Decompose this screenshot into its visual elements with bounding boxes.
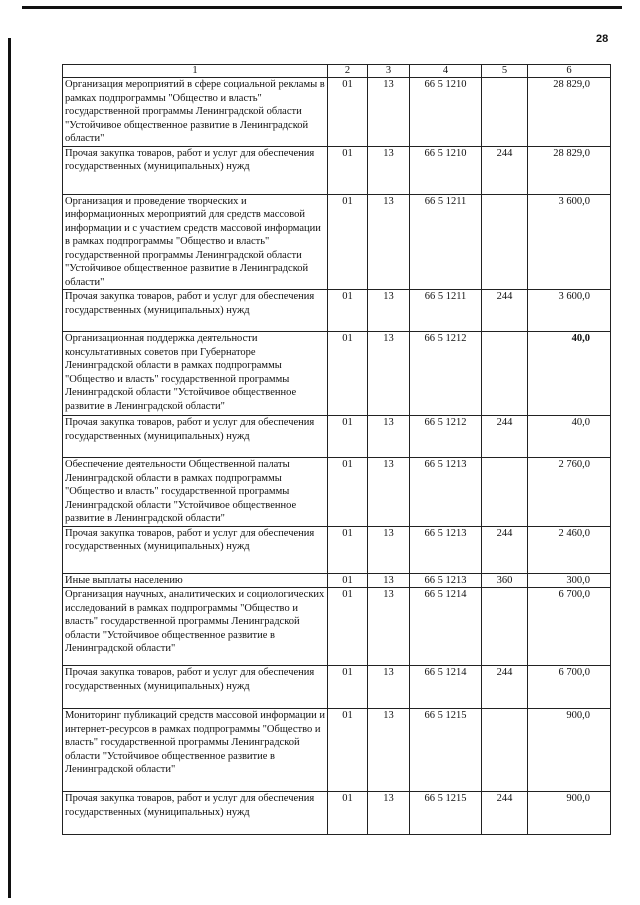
row-amount: 900,0 [528,792,611,835]
row-description: Организация научных, аналитических и социологических исследований в рамках подпрограммы "Общество и власть" государственной программы Ленинградской области "Устойчивое общественное развитие в Ленинградской области" [63,588,328,666]
column-header: 5 [482,65,528,78]
row-subsection: 13 [368,526,410,573]
column-header: 2 [328,65,368,78]
row-subsection: 13 [368,416,410,458]
row-target-article: 66 5 1213 [410,526,482,573]
table-row [63,573,611,588]
row-amount: 2 460,0 [528,526,611,573]
left-border-line [8,38,11,898]
row-amount: 900,0 [528,709,611,792]
row-section: 01 [328,573,368,588]
column-header: 4 [410,65,482,78]
row-expense-type [482,194,528,290]
row-section: 01 [328,146,368,194]
table-row [63,792,611,835]
table-row [63,194,611,290]
table-row [63,666,611,709]
row-amount: 300,0 [528,573,611,588]
row-subsection: 13 [368,588,410,666]
row-description: Прочая закупка товаров, работ и услуг для обеспечения государственных (муниципальных) нужд [63,666,328,709]
row-description: Организация мероприятий в сфере социальной рекламы в рамках подпрограммы "Общество и власть" государственной программы Ленинградской области "Устойчивое общественное развитие в Ленинградской области" [63,78,328,147]
row-expense-type: 360 [482,573,528,588]
table-row [63,416,611,458]
row-target-article: 66 5 1215 [410,792,482,835]
row-expense-type: 244 [482,792,528,835]
row-description: Прочая закупка товаров, работ и услуг для обеспечения государственных (муниципальных) нужд [63,416,328,458]
row-expense-type: 244 [482,526,528,573]
row-target-article: 66 5 1211 [410,194,482,290]
table-row [63,332,611,416]
row-subsection: 13 [368,792,410,835]
row-expense-type: 244 [482,666,528,709]
row-target-article: 66 5 1211 [410,290,482,332]
row-target-article: 66 5 1213 [410,573,482,588]
row-amount: 3 600,0 [528,194,611,290]
row-amount: 2 760,0 [528,458,611,527]
row-description: Прочая закупка товаров, работ и услуг для обеспечения государственных (муниципальных) нужд [63,526,328,573]
row-subsection: 13 [368,573,410,588]
row-section: 01 [328,588,368,666]
row-section: 01 [328,792,368,835]
table-row [63,588,611,666]
row-description: Прочая закупка товаров, работ и услуг для обеспечения государственных (муниципальных) нужд [63,146,328,194]
table-row [63,709,611,792]
table-row [63,458,611,527]
table-row [63,526,611,573]
row-target-article: 66 5 1210 [410,78,482,147]
row-target-article: 66 5 1210 [410,146,482,194]
row-expense-type: 244 [482,290,528,332]
page-number: 28 [596,33,609,45]
table-row [63,290,611,332]
row-subsection: 13 [368,709,410,792]
row-amount: 28 829,0 [528,146,611,194]
row-target-article: 66 5 1215 [410,709,482,792]
row-subsection: 13 [368,290,410,332]
row-target-article: 66 5 1214 [410,666,482,709]
row-amount: 3 600,0 [528,290,611,332]
row-description: Обеспечение деятельности Общественной палаты Ленинградской области в рамках подпрограммы "Общество и власть" государственной программы Ленинградской области "Устойчивое общественное развитие в Ленинградской области" [63,458,328,527]
row-target-article: 66 5 1213 [410,458,482,527]
row-description: Организационная поддержка деятельности консультативных советов при Губернаторе Ленинградской области в рамках подпрограммы "Общество и власть" государственной программы Ленинградской области "Устойчивое общественное развитие в Ленинградской области" [63,332,328,416]
row-section: 01 [328,290,368,332]
budget-table [62,64,611,835]
row-description: Организация и проведение творческих и информационных мероприятий для средств массовой информации и с участием средств массовой информации в рамках подпрограммы "Общество и власть" государственной программы Ленинградской области "Устойчивое общественное развитие в Ленинградской области" [63,194,328,290]
column-header: 3 [368,65,410,78]
row-expense-type [482,332,528,416]
row-subsection: 13 [368,146,410,194]
row-subsection: 13 [368,194,410,290]
row-expense-type: 244 [482,416,528,458]
row-section: 01 [328,526,368,573]
row-section: 01 [328,78,368,147]
row-section: 01 [328,332,368,416]
top-border-line [22,6,622,9]
header-row [63,65,611,78]
row-section: 01 [328,458,368,527]
column-header: 1 [63,65,328,78]
row-section: 01 [328,416,368,458]
row-expense-type [482,588,528,666]
row-subsection: 13 [368,666,410,709]
row-target-article: 66 5 1214 [410,588,482,666]
row-target-article: 66 5 1212 [410,332,482,416]
row-amount: 40,0 [528,416,611,458]
table-row [63,146,611,194]
row-amount: 6 700,0 [528,666,611,709]
row-section: 01 [328,194,368,290]
column-header: 6 [528,65,611,78]
row-amount: 28 829,0 [528,78,611,147]
row-expense-type [482,78,528,147]
row-description: Прочая закупка товаров, работ и услуг для обеспечения государственных (муниципальных) нужд [63,792,328,835]
row-amount: 40,0 [528,332,611,416]
row-section: 01 [328,709,368,792]
row-subsection: 13 [368,332,410,416]
row-expense-type [482,458,528,527]
row-description: Иные выплаты населению [63,573,328,588]
row-amount: 6 700,0 [528,588,611,666]
table-row [63,78,611,147]
row-subsection: 13 [368,458,410,527]
row-expense-type: 244 [482,146,528,194]
row-expense-type [482,709,528,792]
row-section: 01 [328,666,368,709]
row-subsection: 13 [368,78,410,147]
row-description: Мониторинг публикаций средств массовой информации и интернет-ресурсов в рамках подпрограммы "Общество и власть" государственной программы Ленинградской области "Устойчивое общественное развитие в Ленинградской области" [63,709,328,792]
row-description: Прочая закупка товаров, работ и услуг для обеспечения государственных (муниципальных) нужд [63,290,328,332]
row-target-article: 66 5 1212 [410,416,482,458]
